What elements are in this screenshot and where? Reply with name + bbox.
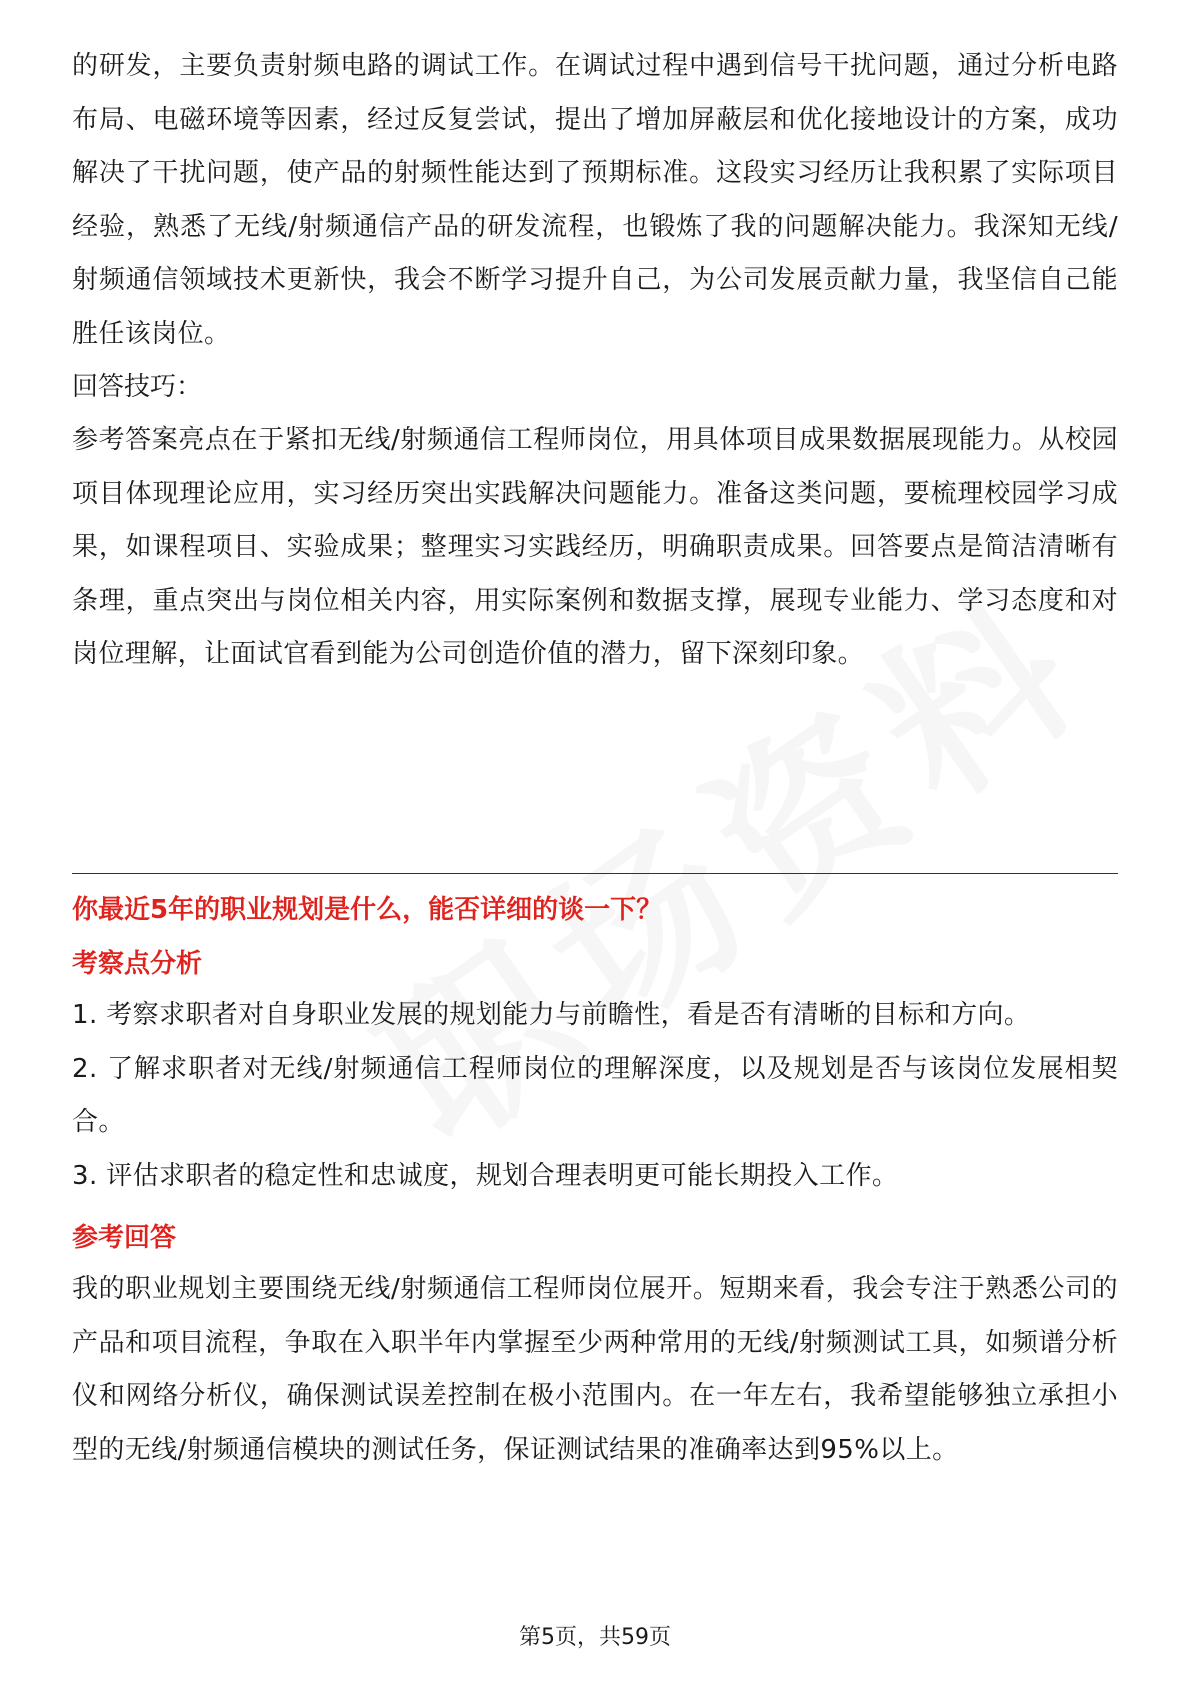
section-divider (72, 873, 1118, 874)
question-title: 你最近5年的职业规划是什么，能否详细的谈一下？ (72, 895, 663, 925)
intro-paragraph: 的研发，主要负责射频电路的调试工作。在调试过程中遇到信号干扰问题，通过分析电路布局、电磁环境等因素，经过反复尝试，提出了增加屏蔽层和优化接地设计的方案，成功解决了干扰问题，使产品的射频性能达到了预期标准。这段实习经历让我积累了实际项目经验，熟悉了无线/射频通信产品的研发流程，也锻炼了我的问题解决能力。我深知无线/射频通信领域技术更新快，我会不断学习提升自己，为公司发展贡献力量，我坚信自己能胜任该岗位。 (72, 51, 1118, 349)
top-content (72, 40, 1118, 682)
analysis-item: 3. 评估求职者的稳定性和忠诚度，规划合理表明更可能长期投入工作。 (72, 1160, 899, 1191)
analysis-item: 1. 考察求职者对自身职业发展的规划能力与前瞻性，看是否有清晰的目标和方向。 (72, 1000, 1031, 1030)
tips-label: 回答技巧： (72, 372, 203, 402)
analysis-heading: 考察点分析 (72, 949, 203, 979)
page-number: 第5页，共59页 (519, 1625, 671, 1650)
question-section (72, 885, 1118, 1477)
analysis-item: 2. 了解求职者对无线/射频通信工程师岗位的理解深度，以及规划是否与该岗位发展相契合。 (72, 1053, 1118, 1137)
answer-heading: 参考回答 (72, 1223, 177, 1253)
tips-paragraph: 参考答案亮点在于紧扣无线/射频通信工程师岗位，用具体项目成果数据展现能力。从校园项目体现理论应用，实习经历突出实践解决问题能力。准备这类问题，要梳理校园学习成果，如课程项目、实验成果；整理实习实践经历，明确职责成果。回答要点是简洁清晰有条理，重点突出与岗位相关内容，用实际案例和数据支撑，展现专业能力、学习态度和对岗位理解，让面试官看到能为公司创造价值的潜力，留下深刻印象。 (72, 425, 1118, 669)
answer-paragraph: 我的职业规划主要围绕无线/射频通信工程师岗位展开。短期来看，我会专注于熟悉公司的产品和项目流程，争取在入职半年内掌握至少两种常用的无线/射频测试工具，如频谱分析仪和网络分析仪，确保测试误差控制在极小范围内。在一年左右，我希望能够独立承担小型的无线/射频通信模块的测试任务，保证测试结果的准确率达到95%以上。 (72, 1274, 1118, 1465)
